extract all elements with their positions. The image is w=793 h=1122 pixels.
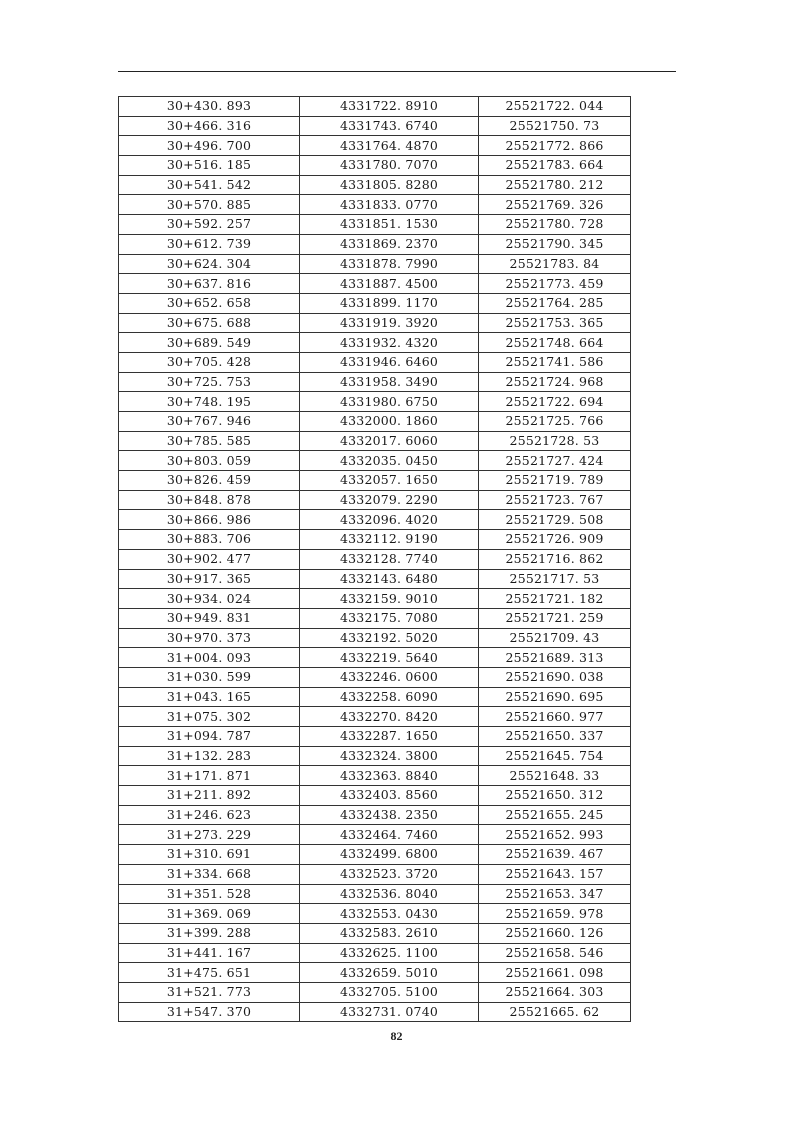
easting-cell: 25521750. 73 [479,116,631,136]
northing-cell: 4332438. 2350 [300,805,479,825]
station-cell: 30+748. 195 [119,392,300,412]
easting-cell: 25521728. 53 [479,431,631,451]
easting-cell: 25521660. 126 [479,923,631,943]
table-row [119,1002,631,1022]
table-row [119,608,631,628]
easting-cell: 25521748. 664 [479,333,631,353]
northing-cell: 4331878. 7990 [300,254,479,274]
station-cell: 30+430. 893 [119,97,300,117]
northing-cell: 4331764. 4870 [300,136,479,156]
station-cell: 30+902. 477 [119,549,300,569]
northing-cell: 4331958. 3490 [300,372,479,392]
easting-cell: 25521650. 337 [479,727,631,747]
northing-cell: 4332553. 0430 [300,904,479,924]
table-row [119,97,631,117]
station-cell: 30+652. 658 [119,293,300,313]
table-row [119,825,631,845]
table-row [119,667,631,687]
easting-cell: 25521639. 467 [479,845,631,865]
northing-cell: 4331899. 1170 [300,293,479,313]
station-cell: 30+883. 706 [119,530,300,550]
table-row [119,333,631,353]
northing-cell: 4332096. 4020 [300,510,479,530]
station-cell: 31+132. 283 [119,746,300,766]
table-row [119,549,631,569]
easting-cell: 25521773. 459 [479,274,631,294]
station-cell: 30+970. 373 [119,628,300,648]
northing-cell: 4332659. 5010 [300,963,479,983]
station-cell: 30+866. 986 [119,510,300,530]
station-cell: 31+030. 599 [119,667,300,687]
northing-cell: 4331869. 2370 [300,234,479,254]
table-row [119,805,631,825]
station-cell: 30+496. 700 [119,136,300,156]
easting-cell: 25521655. 245 [479,805,631,825]
northing-cell: 4332464. 7460 [300,825,479,845]
easting-cell: 25521741. 586 [479,352,631,372]
northing-cell: 4331833. 0770 [300,195,479,215]
table-row [119,530,631,550]
station-cell: 30+624. 304 [119,254,300,274]
table-row [119,116,631,136]
station-cell: 30+725. 753 [119,372,300,392]
table-row [119,372,631,392]
northing-cell: 4332270. 8420 [300,707,479,727]
easting-cell: 25521650. 312 [479,786,631,806]
northing-cell: 4332499. 6800 [300,845,479,865]
table-row [119,864,631,884]
northing-cell: 4332128. 7740 [300,549,479,569]
station-cell: 31+334. 668 [119,864,300,884]
table-row [119,589,631,609]
table-row [119,293,631,313]
easting-cell: 25521790. 345 [479,234,631,254]
easting-cell: 25521690. 038 [479,667,631,687]
northing-cell: 4332143. 6480 [300,569,479,589]
northing-cell: 4331743. 6740 [300,116,479,136]
table-row [119,628,631,648]
northing-cell: 4331946. 6460 [300,352,479,372]
easting-cell: 25521725. 766 [479,412,631,432]
table-row [119,254,631,274]
easting-cell: 25521764. 285 [479,293,631,313]
easting-cell: 25521659. 978 [479,904,631,924]
station-cell: 31+043. 165 [119,687,300,707]
station-cell: 31+004. 093 [119,648,300,668]
station-cell: 30+612. 739 [119,234,300,254]
page-number: 82 [390,1029,403,1043]
easting-cell: 25521722. 044 [479,97,631,117]
station-cell: 30+675. 688 [119,313,300,333]
coordinates-table [118,96,631,1022]
table-row [119,982,631,1002]
station-cell: 31+475. 651 [119,963,300,983]
coordinates-table-body [119,97,631,1022]
easting-cell: 25521721. 182 [479,589,631,609]
northing-cell: 4332324. 3800 [300,746,479,766]
station-cell: 30+570. 885 [119,195,300,215]
northing-cell: 4332287. 1650 [300,727,479,747]
table-row [119,352,631,372]
northing-cell: 4332057. 1650 [300,471,479,491]
station-cell: 30+785. 585 [119,431,300,451]
northing-cell: 4331932. 4320 [300,333,479,353]
station-cell: 31+211. 892 [119,786,300,806]
easting-cell: 25521690. 695 [479,687,631,707]
table-row [119,274,631,294]
table-row [119,136,631,156]
table-row [119,451,631,471]
table-row [119,215,631,235]
station-cell: 31+171. 871 [119,766,300,786]
station-cell: 30+705. 428 [119,352,300,372]
table-row [119,569,631,589]
northing-cell: 4332363. 8840 [300,766,479,786]
easting-cell: 25521648. 33 [479,766,631,786]
station-cell: 30+541. 542 [119,175,300,195]
easting-cell: 25521729. 508 [479,510,631,530]
easting-cell: 25521709. 43 [479,628,631,648]
station-cell: 30+826. 459 [119,471,300,491]
station-cell: 30+767. 946 [119,412,300,432]
station-cell: 30+803. 059 [119,451,300,471]
station-cell: 31+310. 691 [119,845,300,865]
table-row [119,786,631,806]
easting-cell: 25521689. 313 [479,648,631,668]
northing-cell: 4332175. 7080 [300,608,479,628]
easting-cell: 25521724. 968 [479,372,631,392]
table-row [119,431,631,451]
easting-cell: 25521719. 789 [479,471,631,491]
table-row [119,490,631,510]
table-row [119,175,631,195]
station-cell: 31+369. 069 [119,904,300,924]
easting-cell: 25521772. 866 [479,136,631,156]
table-row [119,412,631,432]
northing-cell: 4331780. 7070 [300,156,479,176]
station-cell: 30+592. 257 [119,215,300,235]
station-cell: 30+637. 816 [119,274,300,294]
northing-cell: 4332035. 0450 [300,451,479,471]
station-cell: 31+547. 370 [119,1002,300,1022]
northing-cell: 4332523. 3720 [300,864,479,884]
station-cell: 30+848. 878 [119,490,300,510]
easting-cell: 25521664. 303 [479,982,631,1002]
easting-cell: 25521660. 977 [479,707,631,727]
northing-cell: 4331919. 3920 [300,313,479,333]
northing-cell: 4331980. 6750 [300,392,479,412]
station-cell: 30+949. 831 [119,608,300,628]
station-cell: 31+246. 623 [119,805,300,825]
easting-cell: 25521652. 993 [479,825,631,845]
station-cell: 30+689. 549 [119,333,300,353]
station-cell: 30+516. 185 [119,156,300,176]
station-cell: 31+521. 773 [119,982,300,1002]
table-row [119,687,631,707]
table-row [119,156,631,176]
easting-cell: 25521645. 754 [479,746,631,766]
easting-cell: 25521658. 546 [479,943,631,963]
easting-cell: 25521722. 694 [479,392,631,412]
northing-cell: 4332403. 8560 [300,786,479,806]
northing-cell: 4332192. 5020 [300,628,479,648]
northing-cell: 4332159. 9010 [300,589,479,609]
station-cell: 31+351. 528 [119,884,300,904]
northing-cell: 4331851. 1530 [300,215,479,235]
easting-cell: 25521643. 157 [479,864,631,884]
table-row [119,471,631,491]
station-cell: 30+934. 024 [119,589,300,609]
northing-cell: 4332258. 6090 [300,687,479,707]
station-cell: 31+399. 288 [119,923,300,943]
station-cell: 31+441. 167 [119,943,300,963]
station-cell: 31+094. 787 [119,727,300,747]
easting-cell: 25521780. 212 [479,175,631,195]
northing-cell: 4332017. 6060 [300,431,479,451]
table-row [119,313,631,333]
northing-cell: 4332705. 5100 [300,982,479,1002]
northing-cell: 4331805. 8280 [300,175,479,195]
table-row [119,845,631,865]
station-cell: 31+075. 302 [119,707,300,727]
table-row [119,746,631,766]
northing-cell: 4332625. 1100 [300,943,479,963]
station-cell: 30+917. 365 [119,569,300,589]
easting-cell: 25521653. 347 [479,884,631,904]
easting-cell: 25521665. 62 [479,1002,631,1022]
table-row [119,195,631,215]
table-row [119,727,631,747]
easting-cell: 25521717. 53 [479,569,631,589]
table-row [119,904,631,924]
header-rule [118,71,676,72]
table-row [119,707,631,727]
easting-cell: 25521769. 326 [479,195,631,215]
easting-cell: 25521780. 728 [479,215,631,235]
table-row [119,510,631,530]
northing-cell: 4332000. 1860 [300,412,479,432]
northing-cell: 4332112. 9190 [300,530,479,550]
easting-cell: 25521661. 098 [479,963,631,983]
table-row [119,766,631,786]
table-row [119,234,631,254]
table-row [119,943,631,963]
table-row [119,392,631,412]
northing-cell: 4332246. 0600 [300,667,479,687]
northing-cell: 4332219. 5640 [300,648,479,668]
easting-cell: 25521727. 424 [479,451,631,471]
station-cell: 31+273. 229 [119,825,300,845]
northing-cell: 4332731. 0740 [300,1002,479,1022]
table-row [119,648,631,668]
table-row [119,884,631,904]
table-row [119,923,631,943]
easting-cell: 25521723. 767 [479,490,631,510]
easting-cell: 25521753. 365 [479,313,631,333]
northing-cell: 4332079. 2290 [300,490,479,510]
easting-cell: 25521726. 909 [479,530,631,550]
northing-cell: 4331887. 4500 [300,274,479,294]
table-row [119,963,631,983]
easting-cell: 25521716. 862 [479,549,631,569]
northing-cell: 4332583. 2610 [300,923,479,943]
easting-cell: 25521783. 84 [479,254,631,274]
station-cell: 30+466. 316 [119,116,300,136]
northing-cell: 4331722. 8910 [300,97,479,117]
easting-cell: 25521783. 664 [479,156,631,176]
easting-cell: 25521721. 259 [479,608,631,628]
northing-cell: 4332536. 8040 [300,884,479,904]
